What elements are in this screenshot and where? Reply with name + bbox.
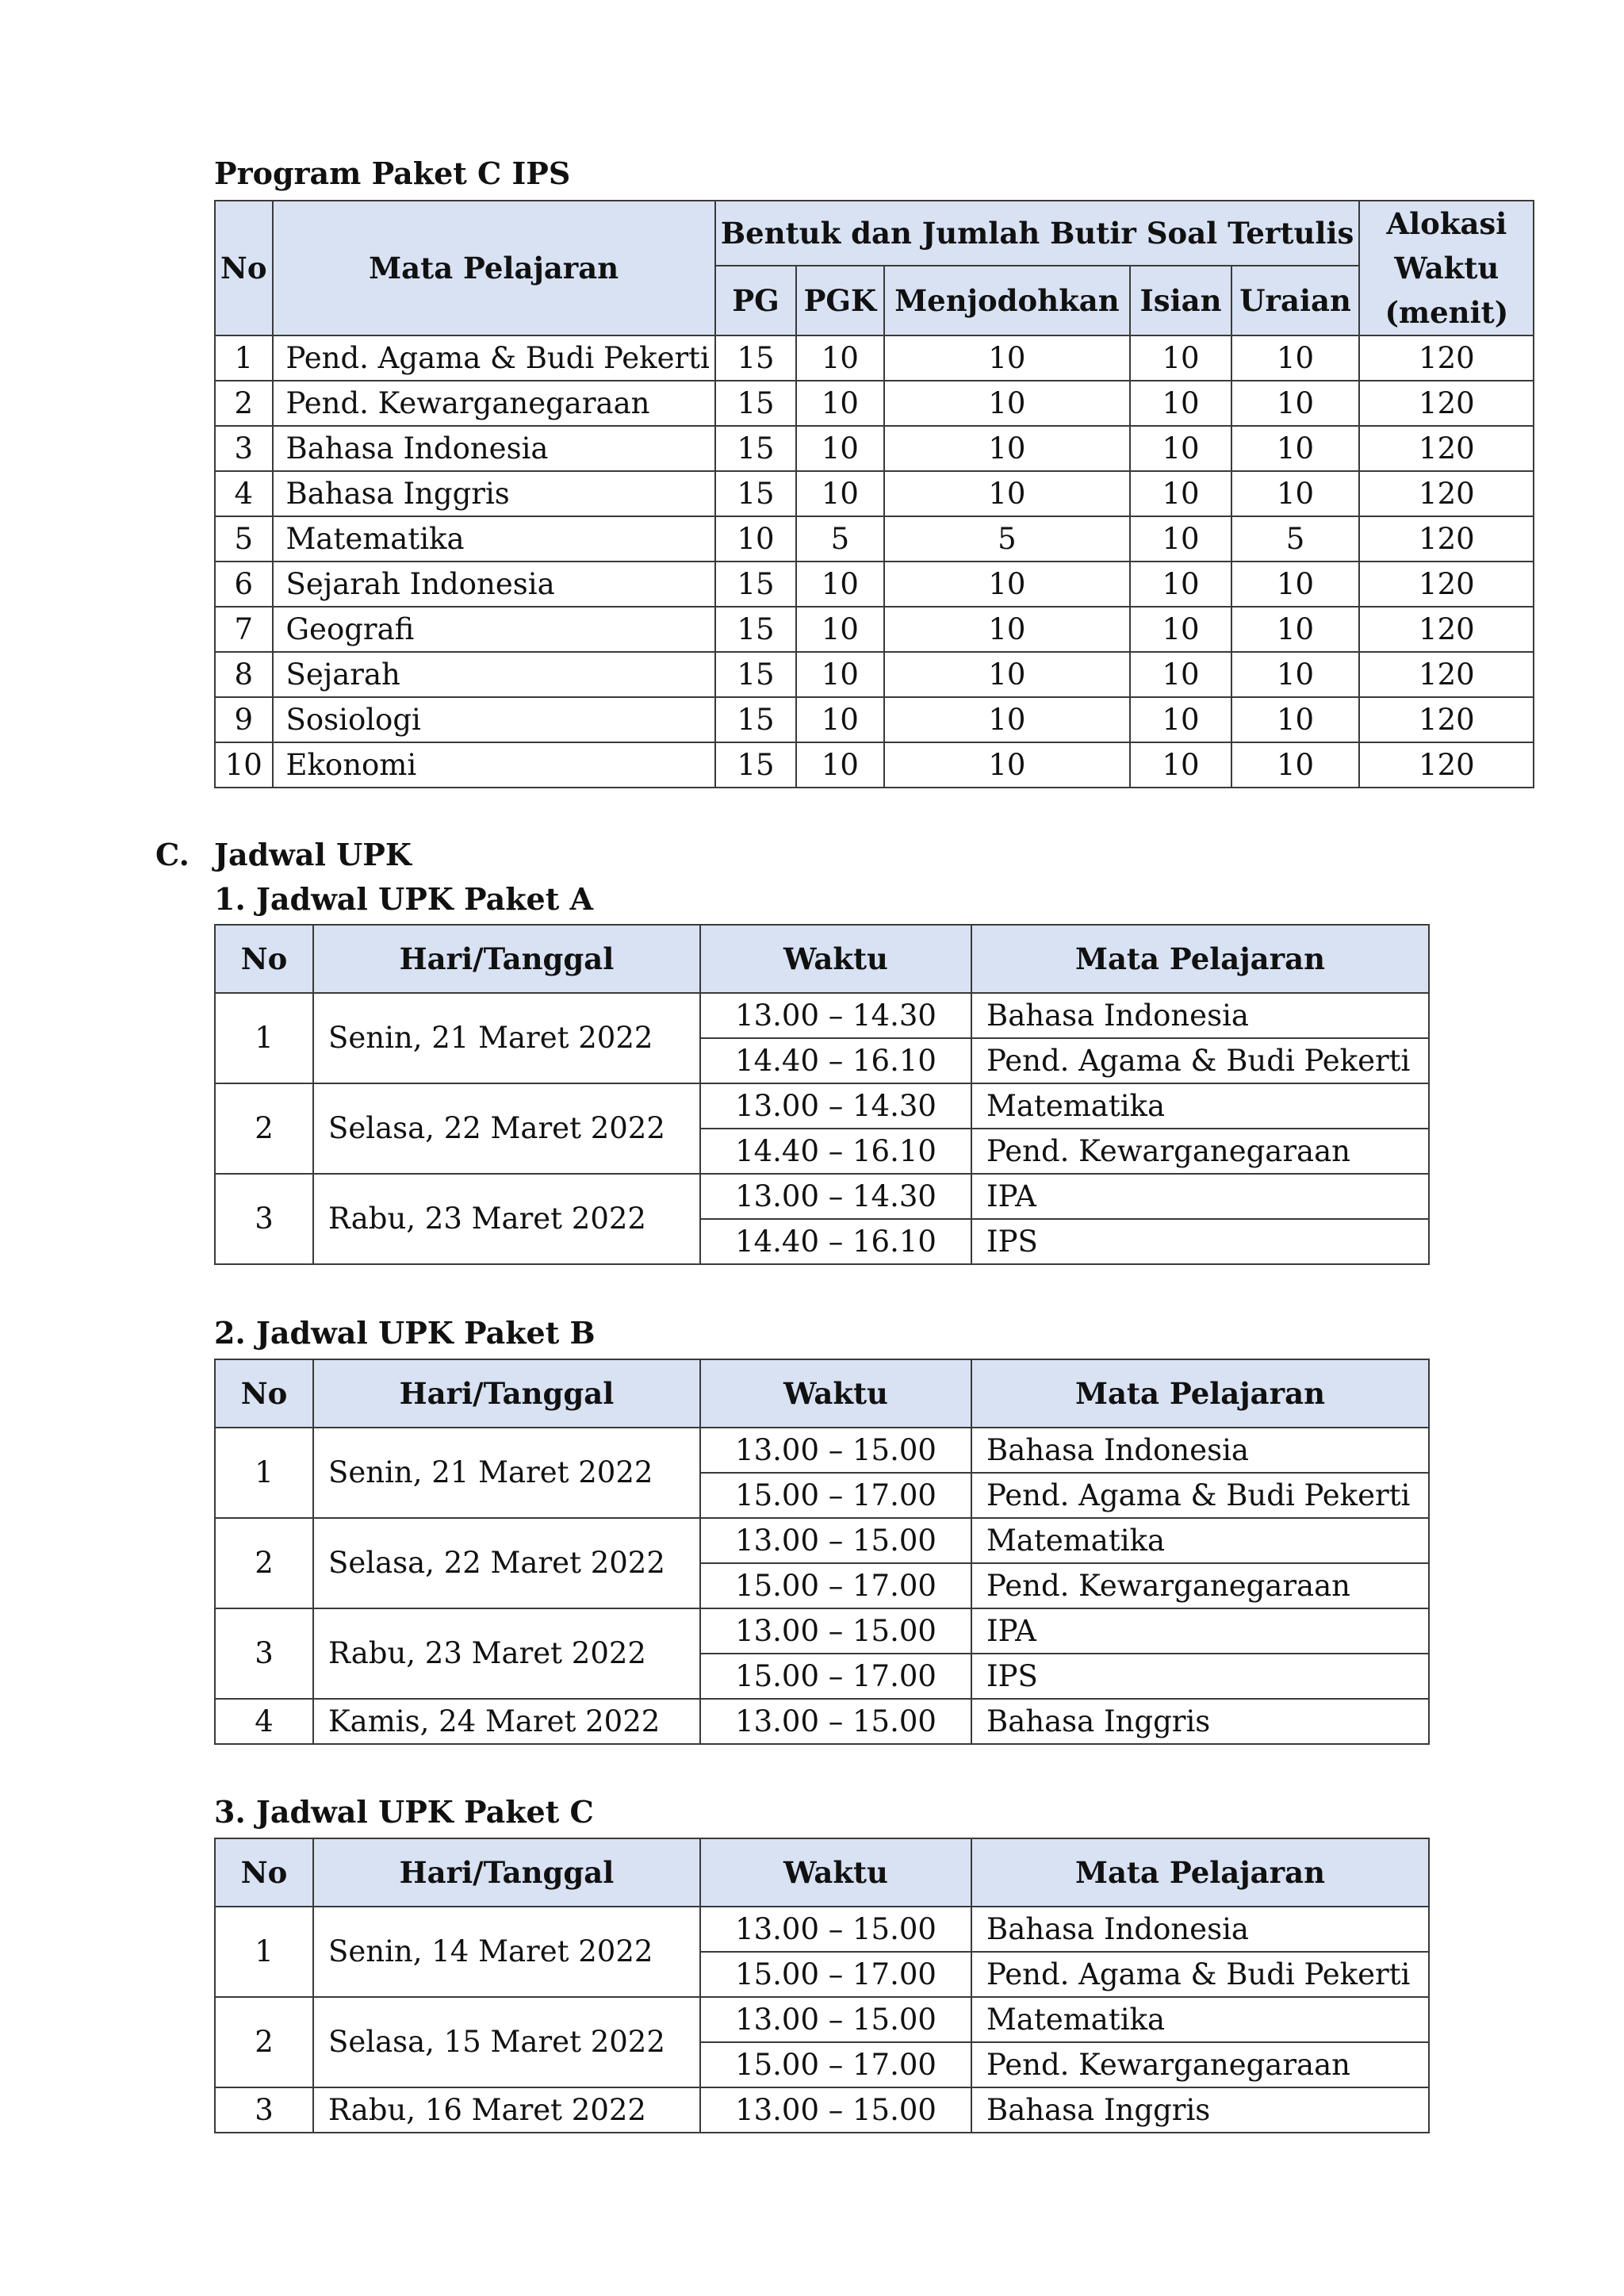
cell-no: 2 bbox=[215, 381, 273, 426]
table-row bbox=[215, 1428, 1429, 1473]
cell-waktu: 15.00 – 17.00 bbox=[700, 2042, 971, 2087]
header-row bbox=[215, 925, 1429, 993]
header-mata-pelajaran: Mata Pelajaran bbox=[971, 1359, 1429, 1428]
cell-mata-pelajaran: Bahasa Inggris bbox=[273, 471, 715, 516]
header-isian: Isian bbox=[1130, 266, 1231, 335]
cell-pg: 10 bbox=[715, 516, 796, 562]
cell-menjodohkan: 10 bbox=[884, 426, 1131, 471]
cell-waktu: 13.00 – 15.00 bbox=[700, 1518, 971, 1563]
cell-no: 3 bbox=[215, 1174, 313, 1264]
cell-waktu: 13.00 – 15.00 bbox=[700, 1608, 971, 1654]
header-bentuk-soal: Bentuk dan Jumlah Butir Soal Tertulis bbox=[715, 201, 1359, 266]
cell-alokasi: 120 bbox=[1359, 516, 1534, 562]
schedule-table-body bbox=[215, 1907, 1429, 2133]
cell-waktu: 14.40 – 16.10 bbox=[700, 1129, 971, 1174]
table-row bbox=[215, 335, 1534, 381]
cell-mata-pelajaran: Bahasa Indonesia bbox=[971, 1907, 1429, 1952]
cell-no: 3 bbox=[215, 426, 273, 471]
cell-no: 3 bbox=[215, 1608, 313, 1699]
cell-pg: 15 bbox=[715, 381, 796, 426]
cell-mata-pelajaran: IPS bbox=[971, 1219, 1429, 1264]
cell-waktu: 13.00 – 14.30 bbox=[700, 1174, 971, 1219]
header-hari-tanggal: Hari/Tanggal bbox=[313, 1838, 700, 1907]
ips-exam-table bbox=[214, 200, 1534, 788]
cell-menjodohkan: 10 bbox=[884, 335, 1131, 381]
cell-pg: 15 bbox=[715, 607, 796, 652]
header-mata-pelajaran: Mata Pelajaran bbox=[971, 925, 1429, 993]
cell-waktu: 13.00 – 15.00 bbox=[700, 1997, 971, 2042]
cell-pg: 15 bbox=[715, 426, 796, 471]
ips-table-wrapper bbox=[214, 200, 1534, 788]
table-row bbox=[215, 426, 1534, 471]
table-row bbox=[215, 993, 1429, 1038]
cell-mata-pelajaran: Sejarah bbox=[273, 652, 715, 697]
table-row bbox=[215, 697, 1534, 742]
cell-hari-tanggal: Senin, 21 Maret 2022 bbox=[313, 993, 700, 1083]
cell-pgk: 5 bbox=[796, 516, 883, 562]
cell-pgk: 10 bbox=[796, 471, 883, 516]
ips-table-body bbox=[215, 335, 1534, 788]
cell-hari-tanggal: Selasa, 15 Maret 2022 bbox=[313, 1997, 700, 2087]
cell-alokasi: 120 bbox=[1359, 471, 1534, 516]
cell-alokasi: 120 bbox=[1359, 697, 1534, 742]
table-row bbox=[215, 1608, 1429, 1654]
schedule-paket-b bbox=[214, 1359, 1430, 1745]
section-letter: C. bbox=[155, 837, 190, 872]
cell-no: 4 bbox=[215, 1699, 313, 1744]
cell-pg: 15 bbox=[715, 471, 796, 516]
cell-mata-pelajaran: Sosiologi bbox=[273, 697, 715, 742]
cell-no: 5 bbox=[215, 516, 273, 562]
cell-no: 1 bbox=[215, 1907, 313, 1997]
cell-no: 2 bbox=[215, 1083, 313, 1174]
section-title: Jadwal UPK bbox=[214, 837, 412, 872]
cell-menjodohkan: 10 bbox=[884, 742, 1131, 788]
cell-mata-pelajaran: Pend. Kewarganegaraan bbox=[971, 2042, 1429, 2087]
table-row bbox=[215, 607, 1534, 652]
cell-hari-tanggal: Rabu, 16 Maret 2022 bbox=[313, 2087, 700, 2133]
cell-mata-pelajaran: Pend. Agama & Budi Pekerti bbox=[273, 335, 715, 381]
cell-alokasi: 120 bbox=[1359, 381, 1534, 426]
cell-uraian: 5 bbox=[1231, 516, 1360, 562]
cell-mata-pelajaran: Bahasa Indonesia bbox=[971, 1428, 1429, 1473]
cell-uraian: 10 bbox=[1231, 562, 1360, 607]
table-row bbox=[215, 1907, 1429, 1952]
schedule-table bbox=[214, 1838, 1430, 2133]
cell-hari-tanggal: Selasa, 22 Maret 2022 bbox=[313, 1083, 700, 1174]
cell-waktu: 13.00 – 15.00 bbox=[700, 1428, 971, 1473]
table-row bbox=[215, 2087, 1429, 2133]
cell-hari-tanggal: Senin, 21 Maret 2022 bbox=[313, 1428, 700, 1518]
cell-no: 1 bbox=[215, 993, 313, 1083]
header-no: No bbox=[215, 1838, 313, 1907]
cell-isian: 10 bbox=[1130, 652, 1231, 697]
cell-no: 7 bbox=[215, 607, 273, 652]
cell-uraian: 10 bbox=[1231, 381, 1360, 426]
cell-mata-pelajaran: Ekonomi bbox=[273, 742, 715, 788]
cell-mata-pelajaran: Matematika bbox=[971, 1083, 1429, 1129]
cell-mata-pelajaran: Matematika bbox=[971, 1997, 1429, 2042]
cell-mata-pelajaran: Bahasa Inggris bbox=[971, 2087, 1429, 2133]
cell-pg: 15 bbox=[715, 742, 796, 788]
cell-pgk: 10 bbox=[796, 697, 883, 742]
cell-waktu: 15.00 – 17.00 bbox=[700, 1952, 971, 1997]
schedule-paket-c bbox=[214, 1838, 1430, 2133]
cell-menjodohkan: 10 bbox=[884, 381, 1131, 426]
cell-no: 6 bbox=[215, 562, 273, 607]
cell-pgk: 10 bbox=[796, 562, 883, 607]
schedule-table bbox=[214, 924, 1430, 1265]
cell-mata-pelajaran: IPA bbox=[971, 1608, 1429, 1654]
schedule-table-header bbox=[215, 1359, 1429, 1428]
cell-mata-pelajaran: Bahasa Indonesia bbox=[971, 993, 1429, 1038]
cell-mata-pelajaran: Pend. Agama & Budi Pekerti bbox=[971, 1473, 1429, 1518]
schedule-table-header bbox=[215, 1838, 1429, 1907]
cell-no: 2 bbox=[215, 1997, 313, 2087]
header-alokasi-waktu: Alokasi Waktu (menit) bbox=[1359, 201, 1534, 335]
cell-no: 4 bbox=[215, 471, 273, 516]
cell-pgk: 10 bbox=[796, 742, 883, 788]
schedule-paket-a bbox=[214, 924, 1430, 1265]
cell-isian: 10 bbox=[1130, 742, 1231, 788]
cell-no: 10 bbox=[215, 742, 273, 788]
cell-waktu: 15.00 – 17.00 bbox=[700, 1563, 971, 1608]
schedule-table-body bbox=[215, 993, 1429, 1264]
header-waktu: Waktu bbox=[700, 925, 971, 993]
cell-alokasi: 120 bbox=[1359, 335, 1534, 381]
cell-mata-pelajaran: Geografi bbox=[273, 607, 715, 652]
cell-isian: 10 bbox=[1130, 335, 1231, 381]
cell-uraian: 10 bbox=[1231, 426, 1360, 471]
cell-waktu: 13.00 – 14.30 bbox=[700, 993, 971, 1038]
header-mata-pelajaran: Mata Pelajaran bbox=[273, 201, 715, 335]
table-row bbox=[215, 516, 1534, 562]
cell-pgk: 10 bbox=[796, 607, 883, 652]
cell-waktu: 14.40 – 16.10 bbox=[700, 1219, 971, 1264]
cell-mata-pelajaran: Pend. Agama & Budi Pekerti bbox=[971, 1038, 1429, 1083]
schedule-table bbox=[214, 1359, 1430, 1745]
cell-mata-pelajaran: Matematika bbox=[273, 516, 715, 562]
cell-mata-pelajaran: Pend. Kewarganegaraan bbox=[273, 381, 715, 426]
cell-menjodohkan: 10 bbox=[884, 607, 1131, 652]
header-no: No bbox=[215, 201, 273, 335]
cell-hari-tanggal: Rabu, 23 Maret 2022 bbox=[313, 1174, 700, 1264]
table-row bbox=[215, 381, 1534, 426]
cell-uraian: 10 bbox=[1231, 697, 1360, 742]
cell-isian: 10 bbox=[1130, 607, 1231, 652]
table-row bbox=[215, 1083, 1429, 1129]
cell-hari-tanggal: Selasa, 22 Maret 2022 bbox=[313, 1518, 700, 1608]
header-waktu: Waktu bbox=[700, 1838, 971, 1907]
cell-waktu: 13.00 – 14.30 bbox=[700, 1083, 971, 1129]
cell-mata-pelajaran: IPS bbox=[971, 1654, 1429, 1699]
cell-waktu: 14.40 – 16.10 bbox=[700, 1038, 971, 1083]
cell-mata-pelajaran: Pend. Kewarganegaraan bbox=[971, 1129, 1429, 1174]
cell-uraian: 10 bbox=[1231, 335, 1360, 381]
cell-waktu: 15.00 – 17.00 bbox=[700, 1473, 971, 1518]
header-uraian: Uraian bbox=[1231, 266, 1360, 335]
cell-uraian: 10 bbox=[1231, 471, 1360, 516]
cell-no: 1 bbox=[215, 1428, 313, 1518]
cell-isian: 10 bbox=[1130, 381, 1231, 426]
cell-waktu: 15.00 – 17.00 bbox=[700, 1654, 971, 1699]
cell-menjodohkan: 10 bbox=[884, 652, 1131, 697]
cell-mata-pelajaran: IPA bbox=[971, 1174, 1429, 1219]
cell-no: 1 bbox=[215, 335, 273, 381]
cell-alokasi: 120 bbox=[1359, 607, 1534, 652]
cell-alokasi: 120 bbox=[1359, 742, 1534, 788]
table-row bbox=[215, 652, 1534, 697]
table-row bbox=[215, 562, 1534, 607]
ips-table-header bbox=[215, 201, 1534, 335]
schedule-title-paket-c: 3. Jadwal UPK Paket C bbox=[214, 1794, 594, 1830]
cell-waktu: 13.00 – 15.00 bbox=[700, 1907, 971, 1952]
cell-mata-pelajaran: Bahasa Indonesia bbox=[273, 426, 715, 471]
cell-hari-tanggal: Senin, 14 Maret 2022 bbox=[313, 1907, 700, 1997]
cell-mata-pelajaran: Matematika bbox=[971, 1518, 1429, 1563]
cell-pg: 15 bbox=[715, 697, 796, 742]
cell-no: 9 bbox=[215, 697, 273, 742]
cell-isian: 10 bbox=[1130, 426, 1231, 471]
header-waktu: Waktu bbox=[700, 1359, 971, 1428]
cell-no: 8 bbox=[215, 652, 273, 697]
table-row bbox=[215, 742, 1534, 788]
table-row bbox=[215, 1997, 1429, 2042]
cell-mata-pelajaran: Bahasa Inggris bbox=[971, 1699, 1429, 1744]
header-pgk: PGK bbox=[796, 266, 883, 335]
table-row bbox=[215, 1518, 1429, 1563]
cell-alokasi: 120 bbox=[1359, 652, 1534, 697]
cell-hari-tanggal: Kamis, 24 Maret 2022 bbox=[313, 1699, 700, 1744]
ips-table-title: Program Paket C IPS bbox=[214, 155, 571, 191]
cell-mata-pelajaran: Pend. Kewarganegaraan bbox=[971, 1563, 1429, 1608]
cell-pgk: 10 bbox=[796, 652, 883, 697]
cell-menjodohkan: 5 bbox=[884, 516, 1131, 562]
cell-pg: 15 bbox=[715, 652, 796, 697]
schedule-title-paket-b: 2. Jadwal UPK Paket B bbox=[214, 1315, 596, 1351]
header-hari-tanggal: Hari/Tanggal bbox=[313, 1359, 700, 1428]
cell-pg: 15 bbox=[715, 562, 796, 607]
table-row bbox=[215, 1174, 1429, 1219]
cell-menjodohkan: 10 bbox=[884, 471, 1131, 516]
cell-pg: 15 bbox=[715, 335, 796, 381]
cell-isian: 10 bbox=[1130, 516, 1231, 562]
header-mata-pelajaran: Mata Pelajaran bbox=[971, 1838, 1429, 1907]
cell-alokasi: 120 bbox=[1359, 562, 1534, 607]
cell-no: 2 bbox=[215, 1518, 313, 1608]
cell-pgk: 10 bbox=[796, 426, 883, 471]
cell-pgk: 10 bbox=[796, 381, 883, 426]
table-row bbox=[215, 471, 1534, 516]
cell-uraian: 10 bbox=[1231, 607, 1360, 652]
schedule-table-body bbox=[215, 1428, 1429, 1744]
cell-mata-pelajaran: Pend. Agama & Budi Pekerti bbox=[971, 1952, 1429, 1997]
cell-hari-tanggal: Rabu, 23 Maret 2022 bbox=[313, 1608, 700, 1699]
cell-uraian: 10 bbox=[1231, 742, 1360, 788]
schedule-title-paket-a: 1. Jadwal UPK Paket A bbox=[214, 881, 593, 917]
header-row bbox=[215, 1359, 1429, 1428]
cell-menjodohkan: 10 bbox=[884, 697, 1131, 742]
cell-mata-pelajaran: Sejarah Indonesia bbox=[273, 562, 715, 607]
header-no: No bbox=[215, 925, 313, 993]
schedule-table-header bbox=[215, 925, 1429, 993]
cell-waktu: 13.00 – 15.00 bbox=[700, 1699, 971, 1744]
table-row bbox=[215, 1699, 1429, 1744]
header-pg: PG bbox=[715, 266, 796, 335]
header-no: No bbox=[215, 1359, 313, 1428]
cell-pgk: 10 bbox=[796, 335, 883, 381]
cell-uraian: 10 bbox=[1231, 652, 1360, 697]
cell-alokasi: 120 bbox=[1359, 426, 1534, 471]
cell-isian: 10 bbox=[1130, 471, 1231, 516]
cell-isian: 10 bbox=[1130, 697, 1231, 742]
cell-isian: 10 bbox=[1130, 562, 1231, 607]
header-menjodohkan: Menjodohkan bbox=[884, 266, 1131, 335]
cell-waktu: 13.00 – 15.00 bbox=[700, 2087, 971, 2133]
header-row bbox=[215, 1838, 1429, 1907]
cell-no: 3 bbox=[215, 2087, 313, 2133]
cell-menjodohkan: 10 bbox=[884, 562, 1131, 607]
header-hari-tanggal: Hari/Tanggal bbox=[313, 925, 700, 993]
